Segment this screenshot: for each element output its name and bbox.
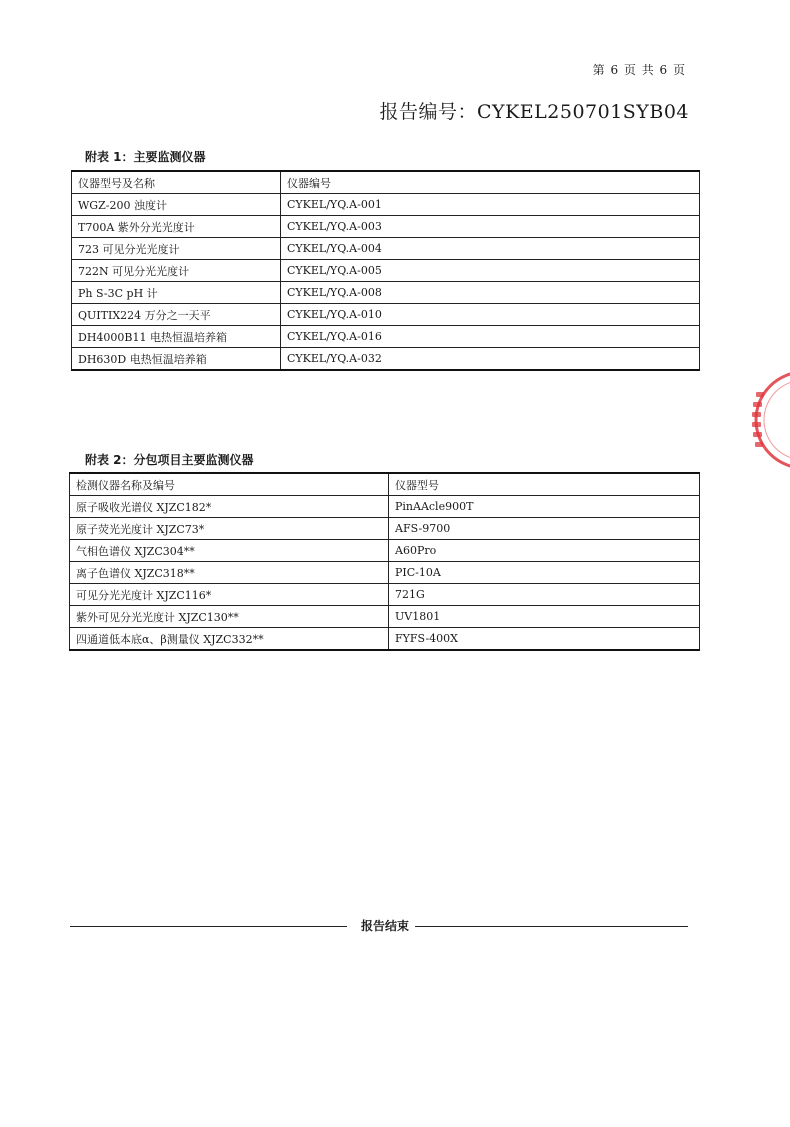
table-cell: CYKEL/YQ.A-032 bbox=[281, 348, 700, 371]
table-header-cell: 检测仪器名称及编号 bbox=[70, 473, 389, 496]
table-cell: CYKEL/YQ.A-016 bbox=[281, 326, 700, 348]
table-row bbox=[72, 260, 700, 282]
table-row bbox=[70, 562, 700, 584]
table-cell: 原子吸收光谱仪 XJZC182* bbox=[70, 496, 389, 518]
table-cell: 722N 可见分光光度计 bbox=[72, 260, 281, 282]
table-cell: CYKEL/YQ.A-004 bbox=[281, 238, 700, 260]
table-row bbox=[72, 326, 700, 348]
table-header-cell: 仪器型号及名称 bbox=[72, 171, 281, 194]
table-cell: WGZ-200 浊度计 bbox=[72, 194, 281, 216]
table-row bbox=[72, 348, 700, 371]
table-cell: QUITIX224 万分之一天平 bbox=[72, 304, 281, 326]
table-cell: CYKEL/YQ.A-010 bbox=[281, 304, 700, 326]
end-divider-right bbox=[415, 926, 688, 927]
table-row bbox=[72, 238, 700, 260]
subcontract-instrument-table bbox=[69, 472, 700, 651]
table-cell: PinAAcle900T bbox=[389, 496, 700, 518]
table2-title: 附表 2：分包项目主要监测仪器 bbox=[85, 453, 254, 467]
table-cell: Ph S-3C pH 计 bbox=[72, 282, 281, 304]
seal-stamp-graphic bbox=[742, 368, 790, 472]
table-cell: 气相色谱仪 XJZC304** bbox=[70, 540, 389, 562]
table-header-row bbox=[72, 171, 700, 194]
table-row bbox=[70, 606, 700, 628]
table-cell: CYKEL/YQ.A-008 bbox=[281, 282, 700, 304]
table-row bbox=[72, 216, 700, 238]
table-row bbox=[70, 540, 700, 562]
table-cell: CYKEL/YQ.A-003 bbox=[281, 216, 700, 238]
table-header-cell: 仪器型号 bbox=[389, 473, 700, 496]
seal-stamp bbox=[742, 368, 790, 472]
end-divider-left bbox=[70, 926, 347, 927]
table-cell: FYFS-400X bbox=[389, 628, 700, 651]
instrument-table bbox=[71, 170, 700, 371]
table-cell: T700A 紫外分光光度计 bbox=[72, 216, 281, 238]
table-row bbox=[72, 194, 700, 216]
table1-title: 附表 1：主要监测仪器 bbox=[85, 150, 206, 164]
table-header-cell: 仪器编号 bbox=[281, 171, 700, 194]
table-row bbox=[72, 282, 700, 304]
table-cell: 可见分光光度计 XJZC116* bbox=[70, 584, 389, 606]
table-cell: CYKEL/YQ.A-001 bbox=[281, 194, 700, 216]
table-row bbox=[70, 628, 700, 651]
table-cell: AFS-9700 bbox=[389, 518, 700, 540]
report-end-label: 报告结束 bbox=[361, 919, 410, 933]
table-cell: 四通道低本底α、β测量仪 XJZC332** bbox=[70, 628, 389, 651]
table-row bbox=[72, 304, 700, 326]
page-number: 第 6 页 共 6 页 bbox=[592, 63, 686, 77]
table-cell: 原子荧光光度计 XJZC73* bbox=[70, 518, 389, 540]
table-row bbox=[70, 584, 700, 606]
table-cell: 723 可见分光光度计 bbox=[72, 238, 281, 260]
table-cell: DH4000B11 电热恒温培养箱 bbox=[72, 326, 281, 348]
table-cell: DH630D 电热恒温培养箱 bbox=[72, 348, 281, 371]
table-cell: PIC-10A bbox=[389, 562, 700, 584]
table-cell: CYKEL/YQ.A-005 bbox=[281, 260, 700, 282]
table-cell: 紫外可见分光光度计 XJZC130** bbox=[70, 606, 389, 628]
table-header-row bbox=[70, 473, 700, 496]
table-cell: 721G bbox=[389, 584, 700, 606]
table-row bbox=[70, 518, 700, 540]
table-cell: A60Pro bbox=[389, 540, 700, 562]
report-number: 报告编号：CYKEL250701SYB04 bbox=[379, 101, 689, 123]
table-cell: 离子色谱仪 XJZC318** bbox=[70, 562, 389, 584]
table-row bbox=[70, 496, 700, 518]
table-cell: UV1801 bbox=[389, 606, 700, 628]
